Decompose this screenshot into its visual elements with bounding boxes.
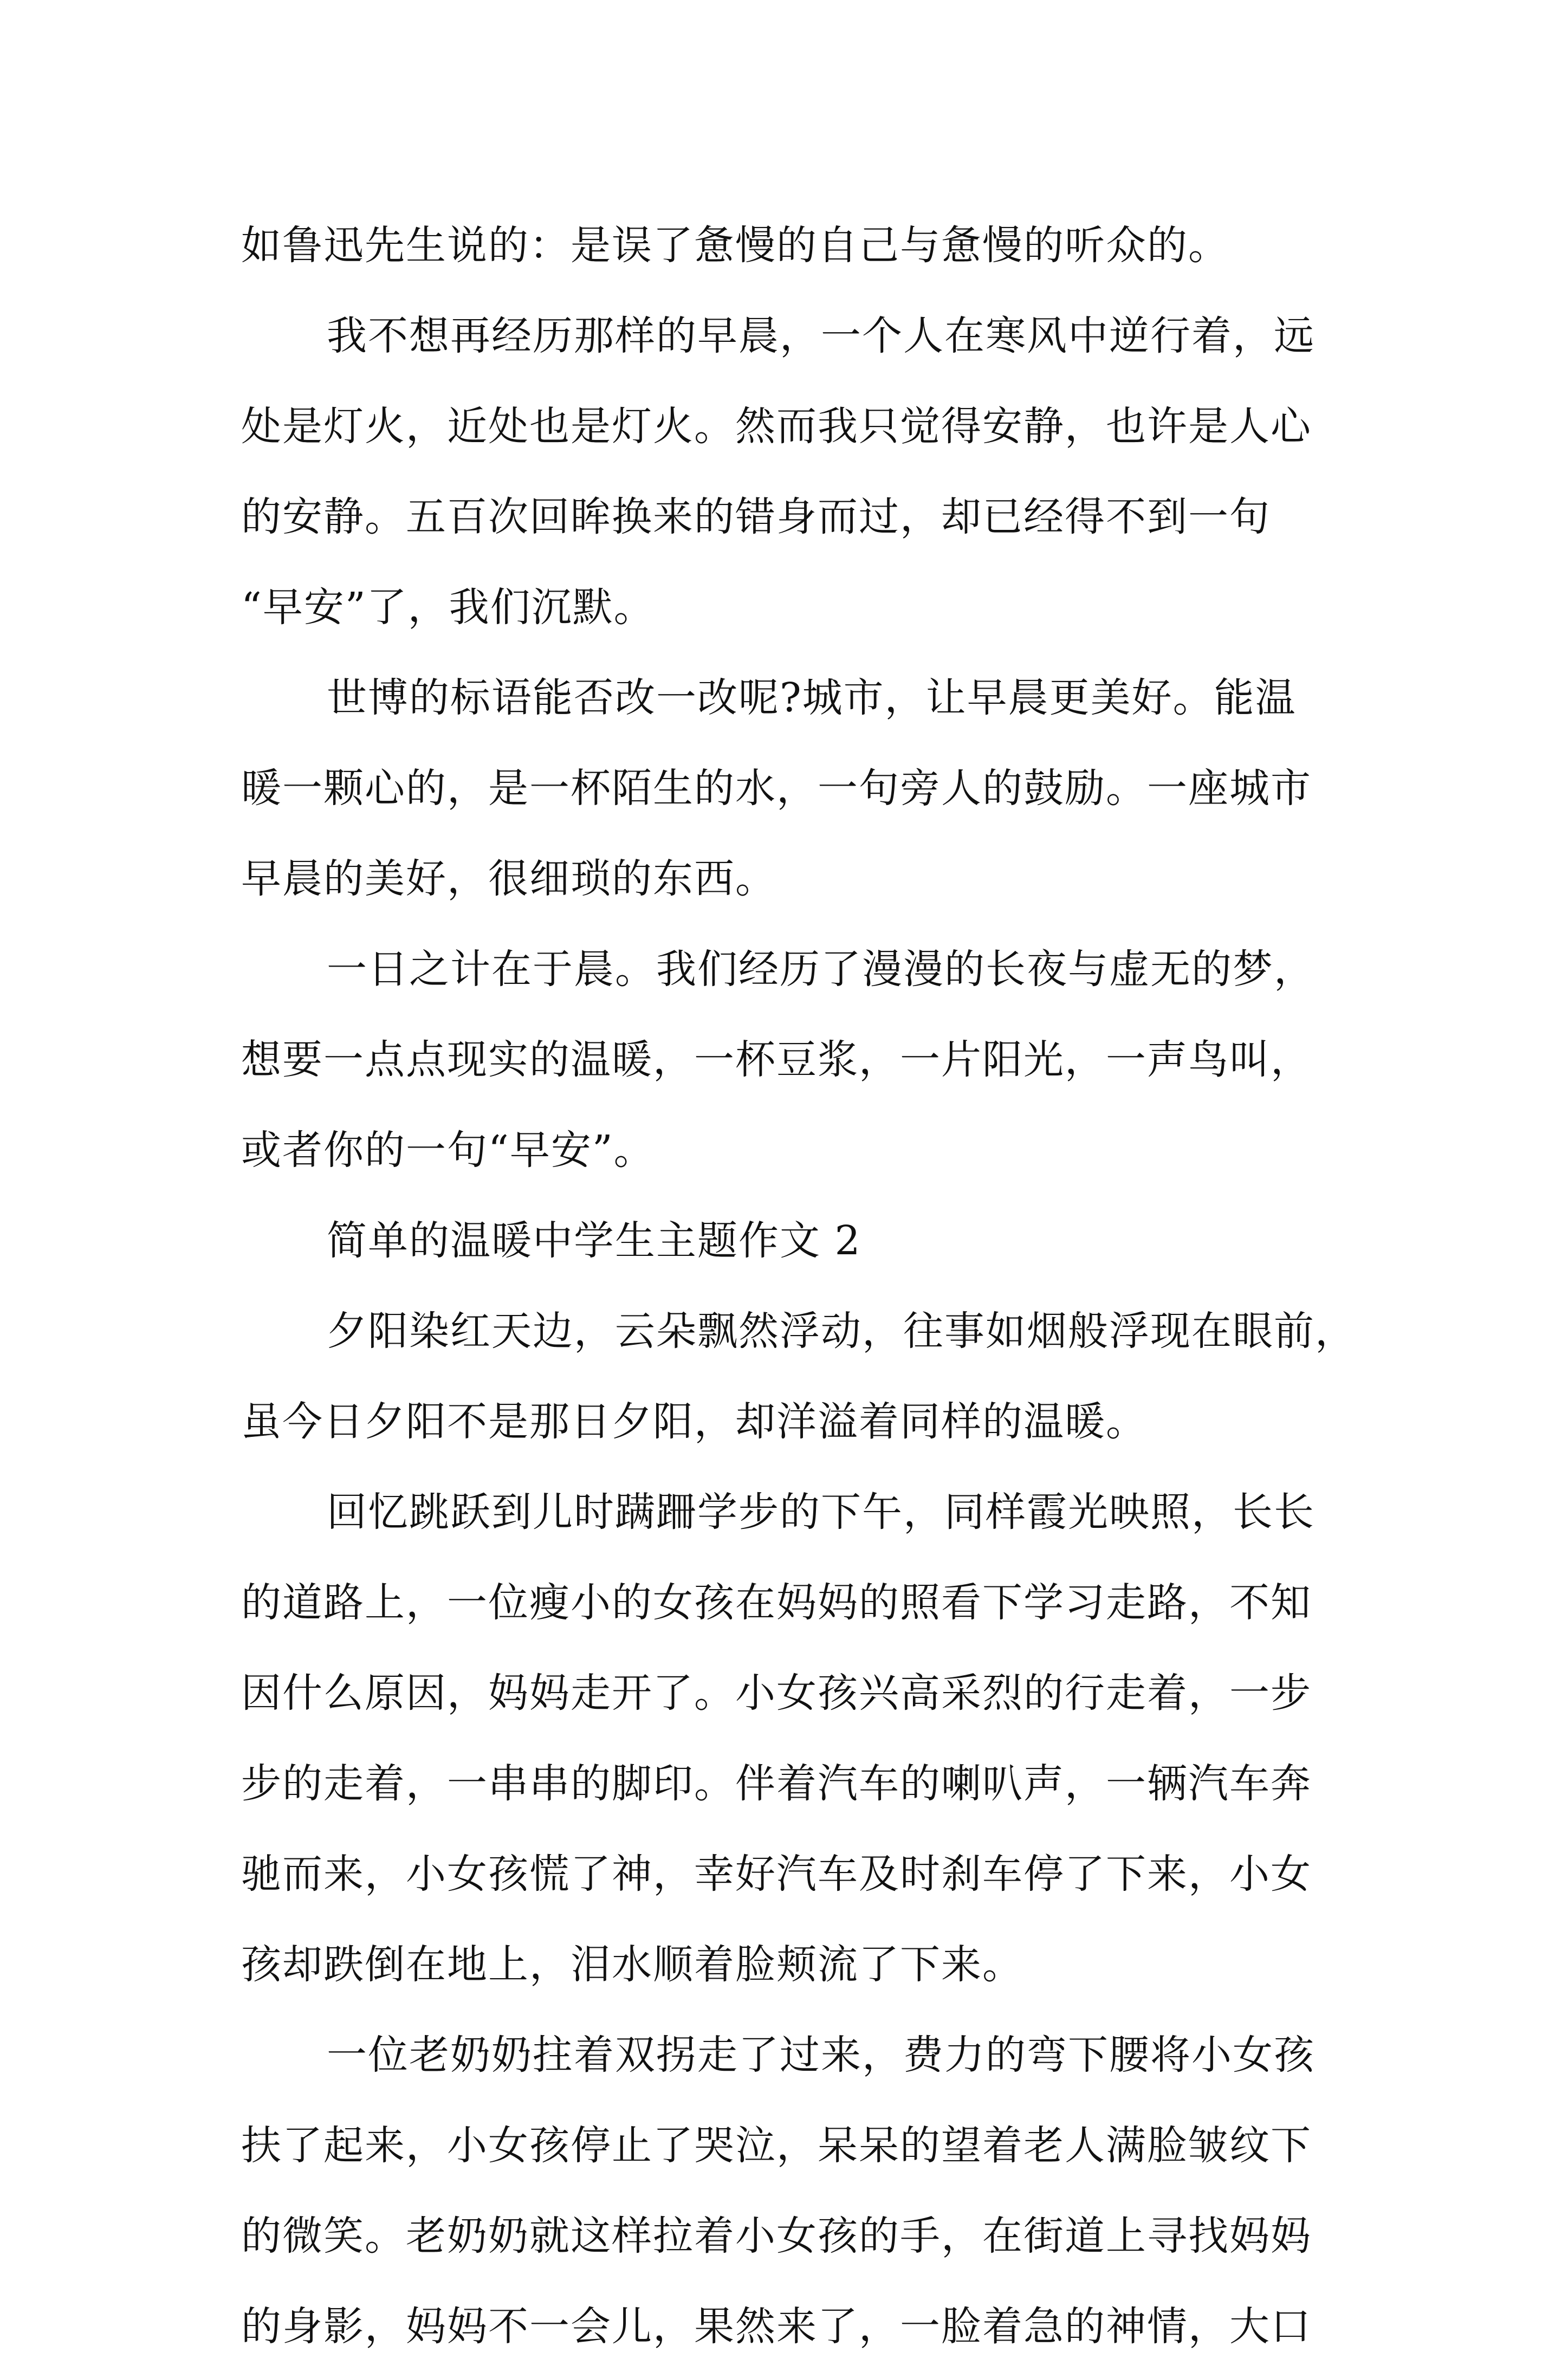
text-line: 的微笑。老奶奶就这样拉着小女孩的手，在街道上寻找妈妈: [241, 2213, 1312, 2259]
text-line: 的安静。五百次回眸换来的错身而过，却已经得不到一句: [241, 494, 1271, 540]
text-line: 回忆跳跃到儿时蹒跚学步的下午，同样霞光映照，长长: [327, 1489, 1315, 1535]
text-line: 驰而来，小女孩慌了神，幸好汽车及时刹车停了下来，小女: [241, 1851, 1312, 1897]
text-line: 步的走着，一串串的脚印。伴着汽车的喇叭声，一辆汽车奔: [241, 1760, 1312, 1807]
text-line: 扶了起来，小女孩停止了哭泣，呆呆的望着老人满脸皱纹下: [241, 2122, 1312, 2169]
text-line: 因什么原因，妈妈走开了。小女孩兴高采烈的行走着，一步: [241, 1670, 1312, 1716]
text-line: 早晨的美好，很细琐的东西。: [241, 856, 776, 902]
text-line: 如鲁迅先生说的：是误了惫慢的自己与惫慢的听众的。: [241, 222, 1229, 269]
text-line: “早安”了，我们沉默。: [241, 584, 655, 631]
text-line: 暖一颗心的，是一杯陌生的水，一句旁人的鼓励。一座城市: [241, 765, 1312, 812]
section-heading: 简单的温暖中学生主题作文 2: [327, 1217, 861, 1264]
text-line: 虽今日夕阳不是那日夕阳，却洋溢着同样的温暖。: [241, 1398, 1147, 1445]
text-line: 的身影，妈妈不一会儿，果然来了，一脸着急的神情，大口: [241, 2303, 1312, 2350]
text-line: 一日之计在于晨。我们经历了漫漫的长夜与虚无的梦，: [327, 946, 1315, 993]
text-line: 我不想再经历那样的早晨，一个人在寒风中逆行着，远: [327, 313, 1315, 359]
text-line: 想要一点点现实的温暖，一杯豆浆，一片阳光，一声鸟叫，: [241, 1036, 1312, 1083]
text-line: 或者你的一句“早安”。: [241, 1127, 655, 1174]
text-line: 夕阳染红天边，云朵飘然浮动，往事如烟般浮现在眼前，: [327, 1308, 1356, 1354]
text-line: 孩却跌倒在地上，泪水顺着脸颊流了下来。: [241, 1941, 1023, 1988]
text-line: 一位老奶奶拄着双拐走了过来，费力的弯下腰将小女孩: [327, 2032, 1315, 2078]
text-line: 处是灯火，近处也是灯火。然而我只觉得安静，也许是人心: [241, 403, 1312, 450]
text-line: 世博的标语能否改一改呢?城市，让早晨更美好。能温: [327, 675, 1297, 721]
essay-body: [241, 200, 1356, 2372]
text-line: 的道路上，一位瘦小的女孩在妈妈的照看下学习走路，不知: [241, 1579, 1312, 1626]
